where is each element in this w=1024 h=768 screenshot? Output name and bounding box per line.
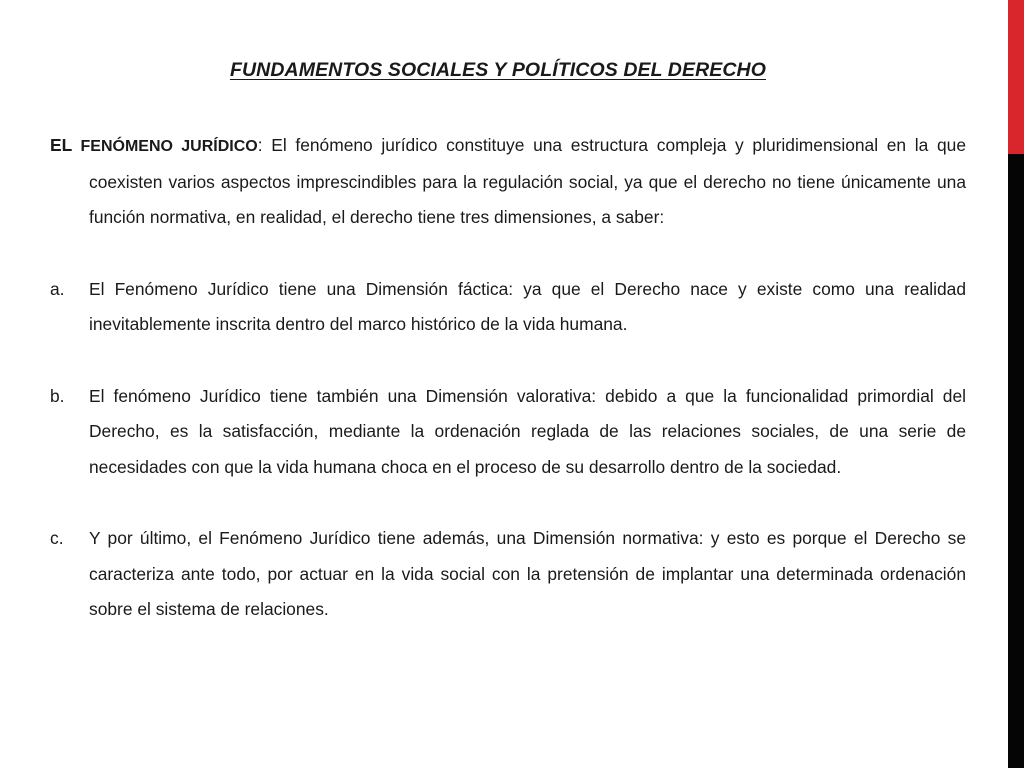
list-marker: c.: [50, 528, 64, 548]
intro-heading-first: EL: [50, 135, 73, 155]
list-marker: a.: [50, 278, 65, 299]
list-item-a: [50, 272, 966, 343]
intro-heading-rest: FENÓMENO JURÍDICO: [72, 138, 258, 155]
list-item-text: Y por último, el Fenómeno Jurídico tiene además, una Dimensión normativa: y esto es porque el Derecho se caracteriza ante todo, por actuar en la vida social con la pretensión de implantar una determinada ordenación sobre el sistema de relaciones.: [89, 528, 966, 619]
slide-title: FUNDAMENTOS SOCIALES Y POLÍTICOS DEL DERECHO: [229, 59, 767, 81]
slide-body: [50, 128, 966, 628]
side-accent-bar-black: [1008, 154, 1024, 768]
side-accent-bar-red: [1008, 0, 1024, 154]
list-item-b: [50, 379, 966, 486]
intro-paragraph: [50, 128, 966, 236]
list-item-text: El Fenómeno Jurídico tiene una Dimensión fáctica: ya que el Derecho nace y existe como una realidad inevitablemente inscrita dentro del marco histórico de la vida humana.: [89, 278, 966, 334]
list-marker: b.: [50, 385, 65, 406]
list-item-c: [50, 521, 966, 628]
intro-text: : El fenómeno jurídico constituye una estructura compleja y pluridimensional en la que coexisten varios aspectos imprescindibles para la regulación social, ya que el derecho no tiene únicamente una función normativa, en realidad, el derecho tiene tres dimensiones, a saber:: [89, 135, 966, 227]
list-item-text: El fenómeno Jurídico tiene también una Dimensión valorativa: debido a que la funcionalidad primordial del Derecho, es la satisfacción, mediante la ordenación reglada de las relaciones sociales, de una serie de necesidades con que la vida humana choca en el proceso de su desarrollo dentro de la sociedad.: [89, 385, 966, 477]
